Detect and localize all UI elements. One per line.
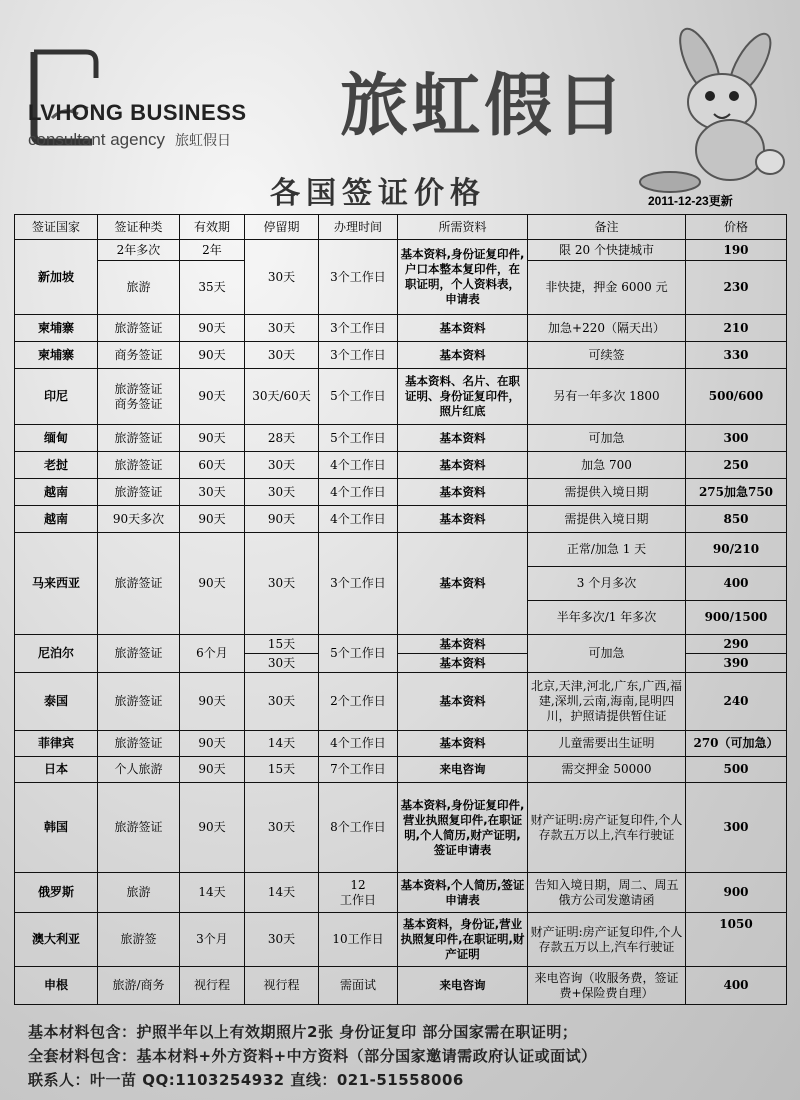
cell-docs: 基本资料,个人简历,签证申请表 (398, 873, 528, 913)
cell-price: 900/1500 (686, 601, 787, 635)
cell-note: 儿童需要出生证明 (528, 731, 686, 757)
cell-docs: 基本资料,身份证复印件,户口本整本复印件，在职证明，个人资料表，申请表 (398, 240, 528, 315)
cell-country: 申根 (15, 967, 98, 1005)
cell-price: 500 (686, 757, 787, 783)
cell-type: 旅游签证 (98, 315, 180, 342)
cell-country: 菲律宾 (15, 731, 98, 757)
cell-price: 240 (686, 673, 787, 731)
cell-price: 275加急750 (686, 479, 787, 506)
cell-country: 柬埔寨 (15, 315, 98, 342)
cell-stay: 视行程 (245, 967, 319, 1005)
cell-validity: 90天 (180, 425, 245, 452)
col-header-docs: 所需资料 (398, 215, 528, 240)
cell-price: 90/210 (686, 533, 787, 567)
cell-country: 韩国 (15, 783, 98, 873)
cell-docs: 基本资料 (398, 673, 528, 731)
cell-note: 半年多次/1 年多次 (528, 601, 686, 635)
cell-stay: 14天 (245, 731, 319, 757)
cell-type: 旅游签证 (98, 452, 180, 479)
cell-country: 澳大利亚 (15, 913, 98, 967)
cell-price: 1050 (686, 913, 787, 967)
cell-country: 新加坡 (15, 240, 98, 315)
cell-price: 850 (686, 506, 787, 533)
cell-stay: 14天 (245, 873, 319, 913)
cell-validity: 视行程 (180, 967, 245, 1005)
cell-time: 4个工作日 (319, 452, 398, 479)
cell-docs: 基本资料 (398, 479, 528, 506)
cell-time: 2个工作日 (319, 673, 398, 731)
cell-validity: 30天 (180, 479, 245, 506)
table-header-row (15, 215, 787, 240)
cell-type: 旅游 (98, 261, 180, 315)
cell-stay: 30天 (245, 673, 319, 731)
table-row (15, 240, 787, 261)
cell-docs: 基本资料 (398, 452, 528, 479)
cell-docs: 基本资料 (398, 654, 528, 673)
cell-country: 越南 (15, 506, 98, 533)
cell-note: 限 20 个快捷城市 (528, 240, 686, 261)
table-row (15, 369, 787, 425)
cell-stay: 90天 (245, 506, 319, 533)
cell-type: 旅游/商务 (98, 967, 180, 1005)
cell-stay: 15天 (245, 635, 319, 654)
cell-time: 4个工作日 (319, 479, 398, 506)
cell-type: 商务签证 (98, 342, 180, 369)
cell-stay: 30天 (245, 315, 319, 342)
table-row (15, 425, 787, 452)
col-header-type: 签证种类 (98, 215, 180, 240)
cell-stay: 30天/60天 (245, 369, 319, 425)
cell-docs: 基本资料,身份证复印件,营业执照复印件,在职证明,个人简历,财产证明,签证申请表 (398, 783, 528, 873)
col-header-stay: 停留期 (245, 215, 319, 240)
table-row (15, 873, 787, 913)
cell-stay: 30天 (245, 913, 319, 967)
cell-validity: 90天 (180, 783, 245, 873)
cell-note: 加急+220（隔天出） (528, 315, 686, 342)
col-header-price: 价格 (686, 215, 787, 240)
cell-time: 4个工作日 (319, 731, 398, 757)
cell-docs: 基本资料 (398, 506, 528, 533)
tagline-cn: 旅虹假日 (175, 133, 232, 149)
full-materials-note: 全套材料包含：基本材料+外方资料+中方资料（部分国家邀请需政府认证或面试） (28, 1047, 597, 1065)
table-row (15, 315, 787, 342)
cell-validity: 35天 (180, 261, 245, 315)
tagline (28, 130, 247, 150)
cell-docs: 来电咨询 (398, 967, 528, 1005)
cell-price: 230 (686, 261, 787, 315)
cell-price: 210 (686, 315, 787, 342)
tagline-en: consultant agency (28, 130, 166, 149)
cell-time: 4个工作日 (319, 506, 398, 533)
contact-info: 联系人：叶一苗 QQ:1103254932 直线：021-51558006 (28, 1071, 464, 1089)
cell-validity: 90天 (180, 315, 245, 342)
cell-type: 旅游签证 (98, 533, 180, 635)
cell-note: 非快捷，押金 6000 元 (528, 261, 686, 315)
cell-price: 270（可加急） (686, 731, 787, 757)
cell-stay: 30天 (245, 783, 319, 873)
cell-type: 旅游签证 (98, 479, 180, 506)
cell-docs: 基本资料 (398, 425, 528, 452)
cell-validity: 3个月 (180, 913, 245, 967)
cell-type: 个人旅游 (98, 757, 180, 783)
cell-docs: 基本资料、名片、在职证明、身份证复印件，照片红底 (398, 369, 528, 425)
cell-time: 5个工作日 (319, 425, 398, 452)
cell-docs: 基本资料 (398, 635, 528, 654)
cell-validity: 14天 (180, 873, 245, 913)
cell-country: 日本 (15, 757, 98, 783)
cell-price: 330 (686, 342, 787, 369)
table-row (15, 533, 787, 567)
cell-time: 3个工作日 (319, 315, 398, 342)
footer-notes (28, 1020, 597, 1092)
cell-type: 旅游签 (98, 913, 180, 967)
cell-country: 越南 (15, 479, 98, 506)
cell-type: 旅游签证 (98, 673, 180, 731)
cell-note: 财产证明:房产证复印件,个人存款五万以上,汽车行驶证 (528, 783, 686, 873)
cell-type: 旅游签证 (98, 783, 180, 873)
updated-date: 2011-12-23更新 (648, 194, 733, 208)
table-row (15, 913, 787, 967)
cell-stay: 15天 (245, 757, 319, 783)
cell-time (319, 873, 398, 913)
table-row (15, 635, 787, 654)
col-header-country: 签证国家 (15, 215, 98, 240)
page-title: 各国签证价格 (270, 176, 486, 211)
cell-note: 3 个月多次 (528, 567, 686, 601)
cell-country: 俄罗斯 (15, 873, 98, 913)
cell-time: 需面试 (319, 967, 398, 1005)
cell-country: 泰国 (15, 673, 98, 731)
cell-validity: 90天 (180, 673, 245, 731)
cell-note: 需交押金 50000 (528, 757, 686, 783)
cell-validity: 2年 (180, 240, 245, 261)
cell-type: 旅游签证 (98, 425, 180, 452)
cell-type-line: 商务签证 (114, 396, 163, 411)
cell-stay: 30天 (245, 479, 319, 506)
cell-price: 300 (686, 783, 787, 873)
cell-note: 可续签 (528, 342, 686, 369)
table-row (15, 731, 787, 757)
col-header-time: 办理时间 (319, 215, 398, 240)
cell-price: 900 (686, 873, 787, 913)
cell-time: 10工作日 (319, 913, 398, 967)
table-row (15, 479, 787, 506)
table-row (15, 673, 787, 731)
cell-country: 缅甸 (15, 425, 98, 452)
cell-type: 旅游 (98, 873, 180, 913)
cell-validity: 90天 (180, 757, 245, 783)
cell-price: 190 (686, 240, 787, 261)
cell-note: 来电咨询（收服务费，签证费+保险费自理） (528, 967, 686, 1005)
cell-validity: 60天 (180, 452, 245, 479)
cell-validity: 90天 (180, 342, 245, 369)
cell-validity: 6个月 (180, 635, 245, 673)
cell-note: 北京,天津,河北,广东,广西,福建,深圳,云南,海南,昆明四川，护照请提供暂住证 (528, 673, 686, 731)
cell-price: 500/600 (686, 369, 787, 425)
cell-price: 400 (686, 967, 787, 1005)
cell-note: 另有一年多次 1800 (528, 369, 686, 425)
cell-note: 需提供入境日期 (528, 506, 686, 533)
basic-materials-note: 基本材料包含：护照半年以上有效期照片2张 身份证复印 部分国家需在职证明； (28, 1023, 578, 1041)
table-row (15, 342, 787, 369)
company-name (28, 100, 247, 150)
cell-time: 8个工作日 (319, 783, 398, 873)
table-row (15, 757, 787, 783)
cell-stay: 28天 (245, 425, 319, 452)
cell-country: 尼泊尔 (15, 635, 98, 673)
cell-time: 7个工作日 (319, 757, 398, 783)
cell-stay: 30天 (245, 533, 319, 635)
col-header-validity: 有效期 (180, 215, 245, 240)
cell-docs: 基本资料，身份证,营业执照复印件,在职证明,财产证明 (398, 913, 528, 967)
brand-en: LVHONG BUSINESS (28, 100, 247, 125)
cell-docs: 基本资料 (398, 315, 528, 342)
cell-stay: 30天 (245, 452, 319, 479)
table-row (15, 452, 787, 479)
cell-note: 可加急 (528, 635, 686, 673)
cell-note: 正常/加急 1 天 (528, 533, 686, 567)
cell-type: 旅游签证 (98, 731, 180, 757)
cell-validity: 90天 (180, 506, 245, 533)
cell-stay: 30天 (245, 654, 319, 673)
cell-time: 3个工作日 (319, 533, 398, 635)
cell-validity: 90天 (180, 533, 245, 635)
cell-price: 390 (686, 654, 787, 673)
cell-time-line: 12 (350, 877, 366, 892)
cell-type: 2年多次 (98, 240, 180, 261)
cell-docs: 基本资料 (398, 342, 528, 369)
cell-time: 3个工作日 (319, 240, 398, 315)
cell-price: 300 (686, 425, 787, 452)
cell-note: 财产证明:房产证复印件,个人存款五万以上,汽车行驶证 (528, 913, 686, 967)
cell-docs: 来电咨询 (398, 757, 528, 783)
cell-time: 5个工作日 (319, 369, 398, 425)
rabbit-mascot-image (630, 22, 790, 197)
visa-price-table (14, 214, 787, 1005)
col-header-note: 备注 (528, 215, 686, 240)
table-row (15, 967, 787, 1005)
cell-price: 400 (686, 567, 787, 601)
cell-time: 3个工作日 (319, 342, 398, 369)
cell-country: 柬埔寨 (15, 342, 98, 369)
cell-country: 老挝 (15, 452, 98, 479)
cell-country: 印尼 (15, 369, 98, 425)
brand-cn: 旅虹假日 (340, 66, 629, 146)
cell-type (98, 369, 180, 425)
cell-country: 马来西亚 (15, 533, 98, 635)
cell-time: 5个工作日 (319, 635, 398, 673)
cell-stay: 30天 (245, 342, 319, 369)
cell-price: 290 (686, 635, 787, 654)
cell-type-line: 旅游签证 (114, 381, 163, 396)
cell-note: 告知入境日期，周二、周五俄方公司发邀请函 (528, 873, 686, 913)
cell-stay: 30天 (245, 240, 319, 315)
page-header (0, 0, 800, 215)
table-row (15, 783, 787, 873)
cell-docs: 基本资料 (398, 533, 528, 635)
cell-validity: 90天 (180, 731, 245, 757)
cell-time-line: 工作日 (339, 892, 376, 907)
cell-type: 90天多次 (98, 506, 180, 533)
cell-note: 需提供入境日期 (528, 479, 686, 506)
cell-note: 可加急 (528, 425, 686, 452)
cell-price: 250 (686, 452, 787, 479)
cell-type: 旅游签证 (98, 635, 180, 673)
cell-validity: 90天 (180, 369, 245, 425)
cell-note: 加急 700 (528, 452, 686, 479)
table-row (15, 506, 787, 533)
cell-docs: 基本资料 (398, 731, 528, 757)
